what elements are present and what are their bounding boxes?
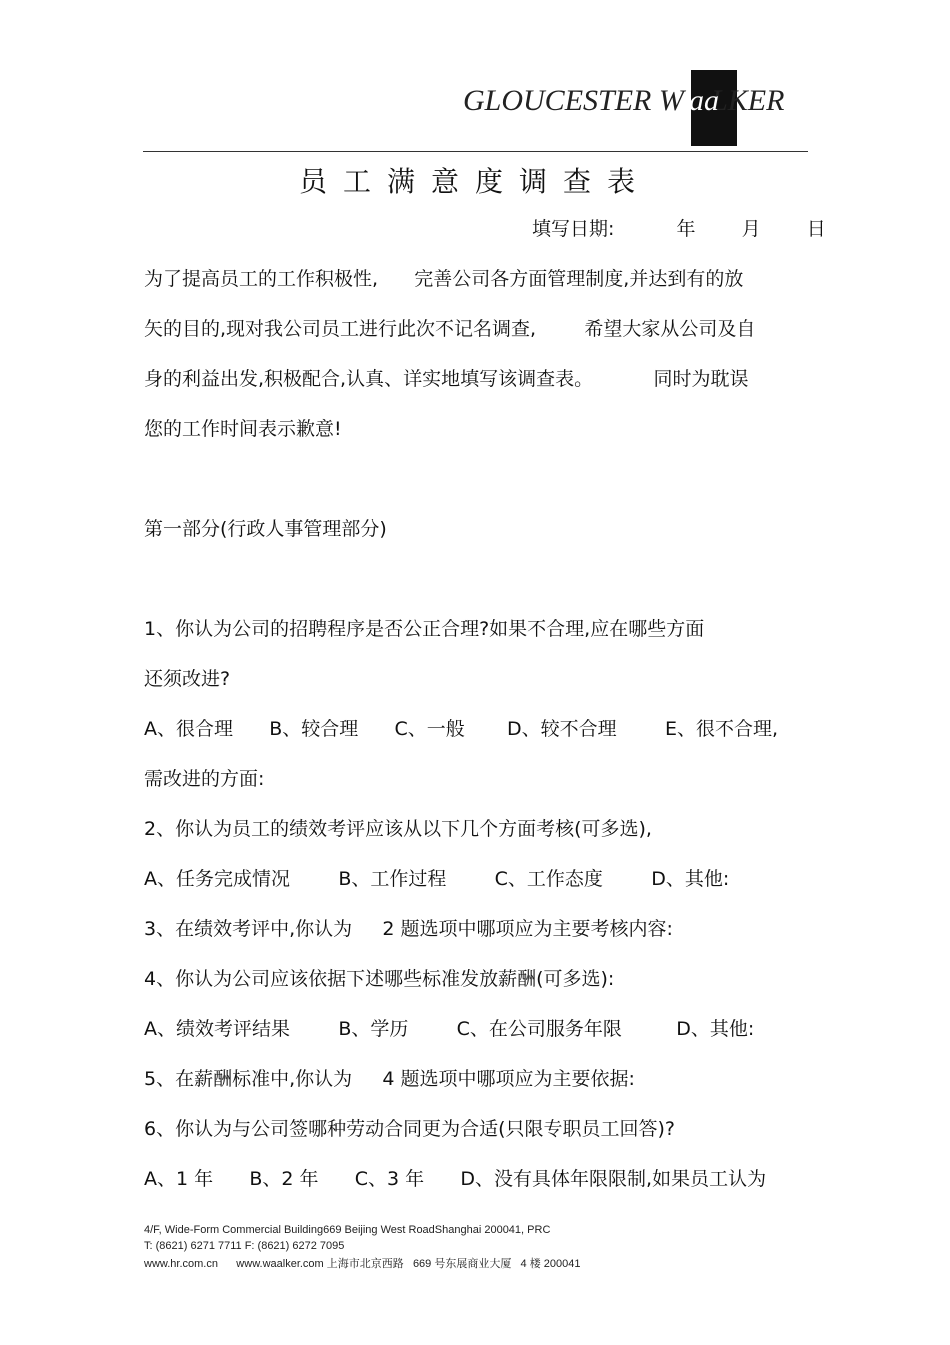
intro-line-2: 矢的目的,现对我公司员工进行此次不记名调查, 希望大家从公司及自 [144,318,756,340]
footer-phone: T: (8621) 6271 7711 F: (8621) 6272 7095 [144,1240,345,1252]
date-year: 年 [676,218,696,240]
logo-aa-letters: aa [689,84,719,117]
question-line-9: A、绩效考评结果 B、学历 C、在公司服务年限 D、其他: [144,1018,755,1040]
question-line-11: 6、你认为与公司签哪种劳动合同更为合适(只限专职员工回答)? [144,1118,675,1140]
question-line-1: 1、你认为公司的招聘程序是否公正合理?如果不合理,应在哪些方面 [144,618,705,640]
footer-address: 4/F, Wide-Form Commercial Building669 Beijing West RoadShanghai 200041, PRC [144,1224,551,1236]
section-title: 第一部分(行政人事管理部分) [144,518,387,540]
intro-line-4: 您的工作时间表示歉意! [144,418,342,440]
date-line [532,214,826,241]
company-logo [463,70,808,150]
question-line-7: 3、在绩效考评中,你认为 2 题选项中哪项应为主要考核内容: [144,918,673,940]
date-month: 月 [741,218,761,240]
question-line-8: 4、你认为公司应该依据下述哪些标准发放薪酬(可多选): [144,968,615,990]
date-label: 填写日期: [532,218,615,240]
header-divider [143,151,808,152]
intro-line-3: 身的利益出发,积极配合,认真、详实地填写该调查表。 同时为耽误 [144,368,749,390]
question-line-5: 2、你认为员工的绩效考评应该从以下几个方面考核(可多选), [144,818,652,840]
question-line-3: A、很合理 B、较合理 C、一般 D、较不合理 E、很不合理, [144,718,779,740]
question-line-4: 需改进的方面: [144,768,265,790]
question-line-2: 还须改进? [144,668,231,690]
question-line-6: A、任务完成情况 B、工作过程 C、工作态度 D、其他: [144,868,730,890]
footer-web: www.hr.com.cn www.waalker.com 上海市北京西路 669 号东展商业大厦 4 楼 200041 [144,1258,581,1270]
logo-text: GLOUCESTER W LKER [463,84,785,117]
question-line-12: A、1 年 B、2 年 C、3 年 D、没有具体年限限制,如果员工认为 [144,1168,767,1190]
intro-line-1: 为了提高员工的工作积极性, 完善公司各方面管理制度,并达到有的放 [144,268,744,290]
page-title: 员工满意度调查表 [298,165,651,198]
date-day: 日 [806,218,826,240]
question-line-10: 5、在薪酬标准中,你认为 4 题选项中哪项应为主要依据: [144,1068,635,1090]
